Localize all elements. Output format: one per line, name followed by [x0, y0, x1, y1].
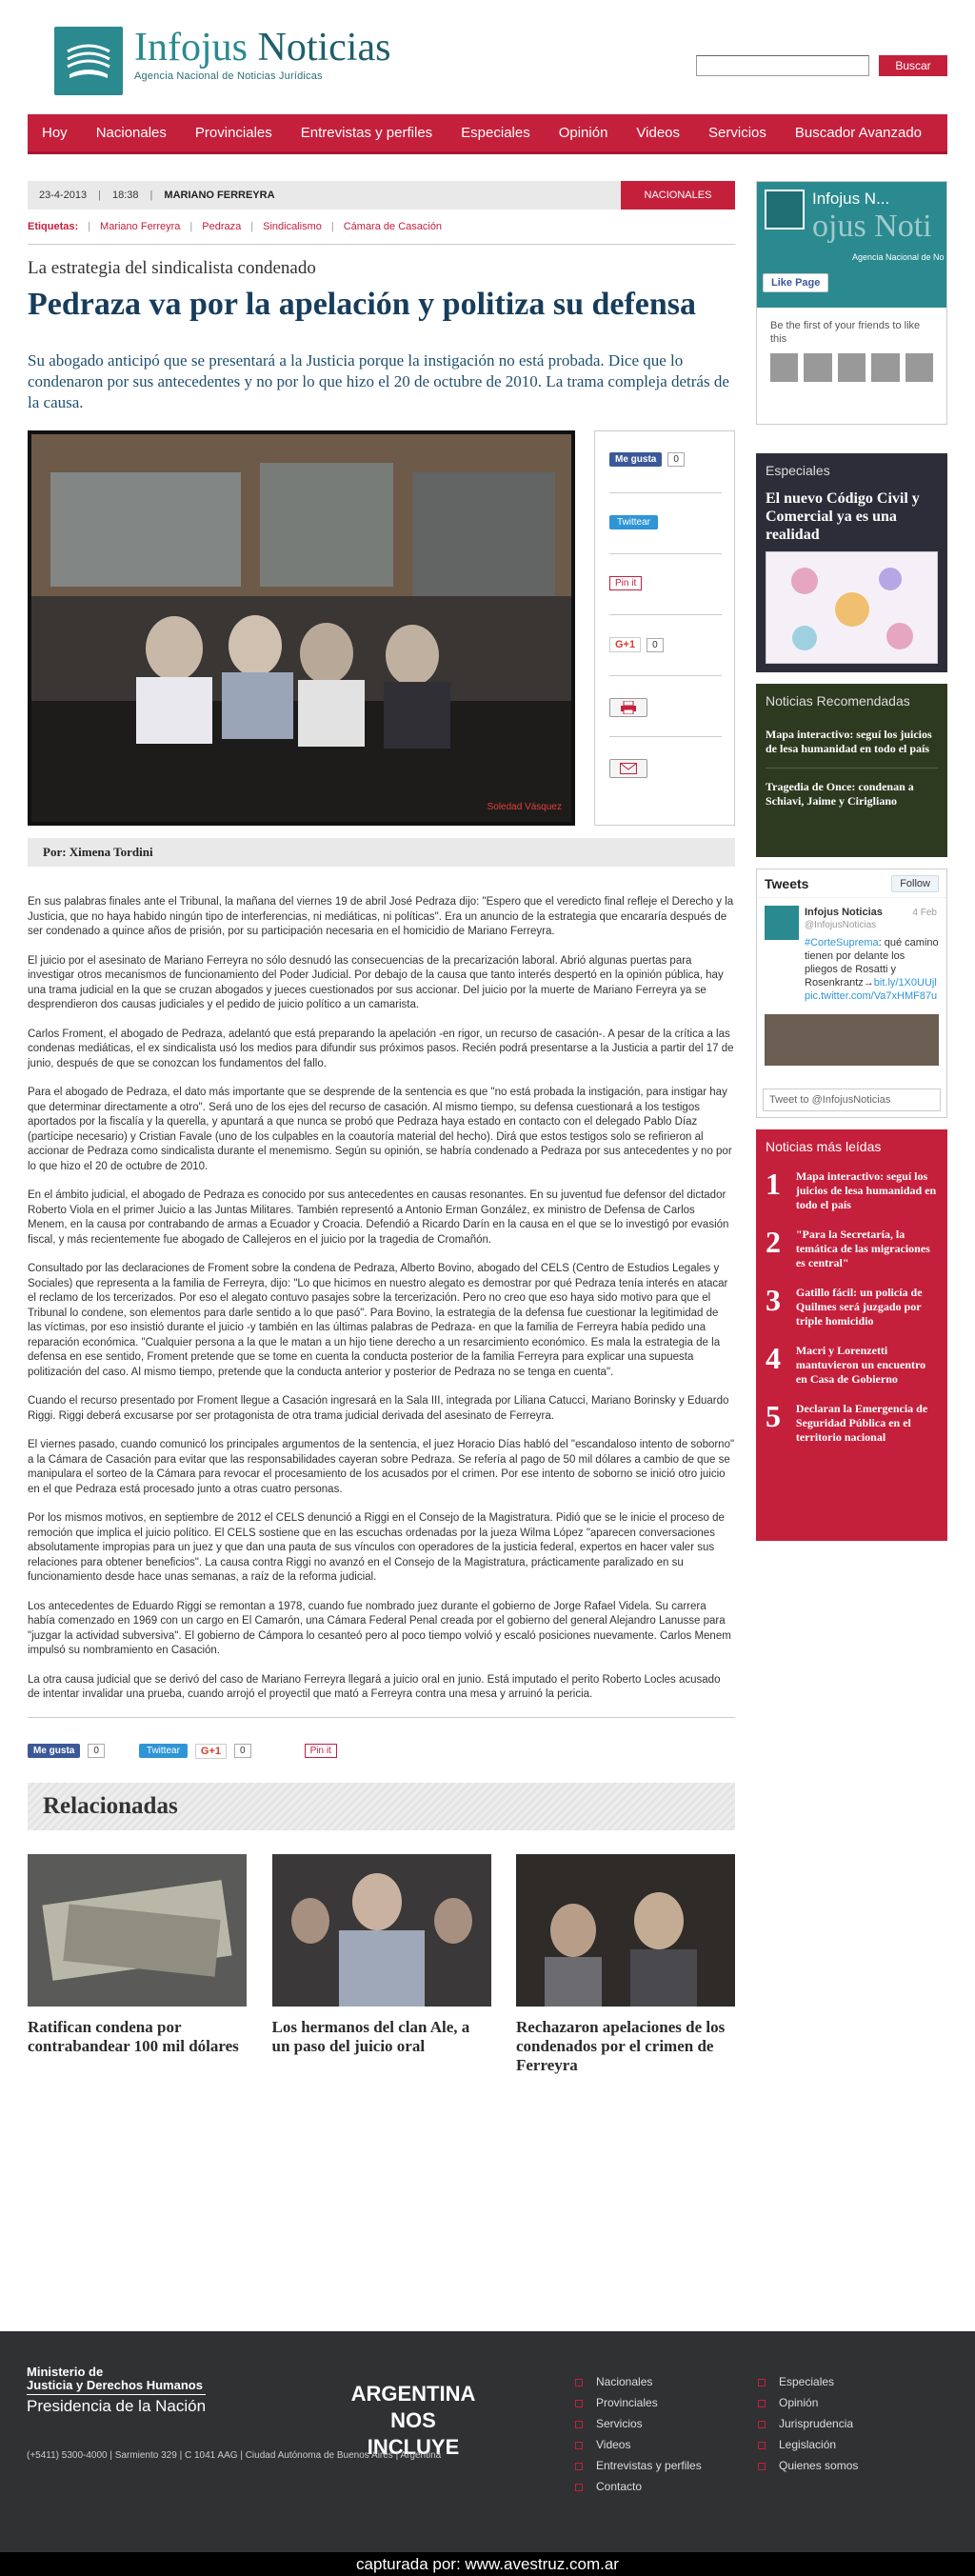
- article-byline: Por: Ximena Tordini: [28, 838, 735, 867]
- book-logo-icon: [54, 27, 123, 95]
- search-input[interactable]: [696, 55, 869, 76]
- footer-link[interactable]: Contacto: [575, 2480, 702, 2493]
- pinterest-button[interactable]: Pin it: [609, 576, 642, 590]
- article-date: 23-4-2013: [39, 190, 88, 201]
- article-paragraph: En el ámbito judicial, el abogado de Pedraza es conocido por sus antecedentes en causas resonantes. En su juventud fue defensor del dictador Roberto Viola en el primer Juicio a las Juntas Militares. También representó a Antonio Erman González, ex ministro de Defensa de Carlos Menem, en la causa por contrabando de armas a Ecuador y Croacia. Defendió a Ricardo Darín en la causa en el que se lo investigó por evasión fiscal, y más recientemente fue abogado de Callejeros en el juicio por la tragedia de Cromañón.: [28, 1189, 729, 1246]
- avatar[interactable]: [770, 353, 798, 382]
- recomendadas-heading: Noticias Recomendadas: [766, 693, 910, 709]
- tweet-link[interactable]: pic.twitter.com/Va7xHMF87u: [805, 990, 938, 1002]
- footer-link[interactable]: Videos: [575, 2438, 702, 2451]
- photo-credit: Soledad Vásquez: [487, 802, 562, 812]
- article-headline: Pedraza va por la apelación y politiza su defensa: [28, 287, 697, 322]
- article-paragraph: Consultado por las declaraciones de Froment sobre la condena de Pedraza, Alberto Bovino, abogado del CELS (Centro de Estudios Legales y Sociales) que representa a la familia de Ferreyra, dijo: "Lo que hicimos en nuestro alegato es demostrar por qué Pedraza tenía interés en atacar el reclamo de los tercerizados. Por eso el alegato contuvo pasajes sobre la tercerización. Pero no creo que eso haya sido motivo para que el Tribunal lo condene, son elementos para darle sentido a lo que pasó". Para Bovino, la estrategia de la defensa fue cuestionar la legitimidad de las víctimas, por eso insistió durante el juicio -y también en las últimas palabras de Pedraza- en que la familia de Ferreyra había pedido una reparación económica. "Cualquier persona a la que le matan a un hijo tiene derecho a un resarcimiento económico. Es mala la estrategia de la defensa en ese sentido, Froment pretende que se tome en cuenta la conducta posterior de la familia Ferreyra para explicar una supuesta politización del caso. Al mismo tiempo, pretende que la conducta anterior y posterior de Pedraza no se tenga en cuenta".: [28, 1263, 728, 1378]
- related-card[interactable]: [516, 1854, 735, 2075]
- capture-banner: capturada por: www.avestruz.com.ar: [0, 2552, 975, 2576]
- avatar[interactable]: [765, 906, 799, 940]
- divider: [609, 492, 722, 493]
- page: [28, 0, 947, 2074]
- facebook-cover-subtext: Agencia Nacional de No: [852, 252, 945, 262]
- mas-leida-title[interactable]: Macri y Lorenzetti mantuvieron un encuentro en Casa de Gobierno: [795, 1344, 926, 1386]
- argentina-slogan: [347, 2381, 480, 2461]
- tag-link[interactable]: Pedraza: [202, 221, 242, 232]
- footer-link[interactable]: Legislación: [758, 2438, 858, 2451]
- mas-leida-title[interactable]: Gatillo fácil: un policía de Quilmes será juzgado por triple homicidio: [795, 1286, 923, 1328]
- article-topic[interactable]: MARIANO FERREYRA: [164, 190, 275, 201]
- facebook-friends-text: Be the first of your friends to like this: [770, 320, 921, 345]
- footer-link[interactable]: Nacionales: [575, 2375, 702, 2388]
- facebook-count: 0: [667, 452, 685, 467]
- facebook-banner[interactable]: [757, 182, 946, 308]
- facebook-share: [609, 452, 685, 467]
- logo-name-a: Infojus: [134, 26, 248, 70]
- ministry-line-2: Justicia y Derechos Humanos: [27, 2378, 203, 2392]
- section-badge[interactable]: NACIONALES: [621, 181, 735, 210]
- logo-name-b: Noticias: [257, 26, 391, 70]
- tag-link[interactable]: Mariano Ferreyra: [100, 221, 181, 232]
- email-share: [609, 759, 647, 778]
- facebook-like-button[interactable]: Me gusta: [28, 1744, 80, 1758]
- related-card[interactable]: [28, 1854, 247, 2075]
- tweets-heading: Tweets: [757, 869, 946, 898]
- site-logo[interactable]: [54, 27, 390, 95]
- slogan-line-1: ARGENTINA: [350, 2382, 476, 2406]
- mas-leida-number: 4: [766, 1341, 781, 1375]
- mas-leida-title[interactable]: "Para la Secretaría, la temática de las migraciones es central": [795, 1228, 930, 1269]
- mas-leida-title[interactable]: Mapa interactivo: seguí los juicios de lesa humanidad en todo el país: [795, 1169, 937, 1211]
- nav-item-opinion[interactable]: Opinión: [558, 125, 608, 141]
- article-lead: Su abogado anticipó que se presentará a la Justicia porque la instigación no está probada. Dice que lo condenaron por sus antecedentes y no por lo que hizo el 20 de octubre de 2010. La trama compleja detrás de la causa.: [28, 351, 729, 411]
- twitter-follow-button[interactable]: Follow: [891, 875, 939, 892]
- google-plus-button[interactable]: G+1: [609, 637, 641, 652]
- divider: [609, 553, 722, 554]
- tag-link[interactable]: Sindicalismo: [263, 221, 322, 232]
- twitter-share-button[interactable]: Twittear: [609, 515, 658, 529]
- presidency-text: Presidencia de la Nación: [27, 2394, 206, 2416]
- recomendadas-widget: [756, 684, 947, 857]
- article-paragraph: El viernes pasado, cuando comunicó los principales argumentos de la sentencia, el juez Horacio Días habló del "escandaloso intento de soborno" a la Cámara de Casación para evitar que las responsabilidades cayeran sobre Pedraza. Se refería al pago de 50 mil dólares a cambio de que se manipulara el sorteo de la Cámara para revocar el procesamiento de los acusados por el crimen. Por ese intento de soborno se inició otro juicio en el que Pedraza está procesado junto a otras cuatro personas.: [28, 1439, 735, 1495]
- mas-leida-item[interactable]: [766, 1169, 938, 1212]
- nav-item-servicios[interactable]: Servicios: [708, 125, 766, 141]
- mas-leidas-heading: Noticias más leídas: [766, 1139, 882, 1154]
- mas-leida-item[interactable]: [766, 1399, 938, 1445]
- courtroom-photo[interactable]: [28, 430, 575, 826]
- article-meta: 23-4-2013 | 18:38 | MARIANO FERREYRA NACIONALES: [28, 181, 735, 210]
- footer-links-col1: [575, 2375, 702, 2501]
- tweet-date: 4 Feb: [912, 908, 937, 918]
- recomendada-item[interactable]: Tragedia de Once: condenan a Schiavi, Jaime y Cirigliano: [766, 780, 914, 808]
- nav-item-videos[interactable]: Videos: [636, 125, 681, 141]
- divider: [28, 244, 735, 245]
- twitter-share: [609, 515, 658, 529]
- footer-link[interactable]: Opinión: [758, 2396, 858, 2409]
- avatar[interactable]: [871, 353, 899, 382]
- tweet-image[interactable]: [765, 1014, 939, 1066]
- mas-leida-number: 5: [766, 1399, 781, 1433]
- ministry-line-1: Ministerio de: [27, 2365, 104, 2379]
- divider: [609, 614, 722, 615]
- facebook-like-page-button[interactable]: Like Page: [763, 273, 828, 292]
- related-card[interactable]: [272, 1854, 491, 2075]
- nav-item-nacionales[interactable]: Nacionales: [95, 125, 167, 141]
- mas-leida-item[interactable]: [766, 1283, 938, 1328]
- related-image-court[interactable]: [516, 1854, 735, 2007]
- email-icon[interactable]: [609, 759, 647, 778]
- google-plus-count: 0: [647, 638, 664, 652]
- avatar[interactable]: [804, 353, 831, 382]
- tweet-text: : qué camino tienen por delante los pliegos de Rosatti y Rosenkrantz→: [805, 937, 939, 988]
- mas-leida-title[interactable]: Declaran la Emergencia de Seguridad Pública en el territorio nacional: [795, 1402, 928, 1444]
- google-plus-button[interactable]: G+1: [195, 1744, 227, 1759]
- divider: [609, 675, 722, 676]
- facebook-avatar: [765, 190, 805, 230]
- mas-leida-number: 2: [766, 1225, 781, 1259]
- article-paragraph: La otra causa judicial que se derivó del caso de Mariano Ferreyra llegará a juicio oral en junio. Está imputado el perito Roberto Locles acusado de intentar invalidar una prueba, cuando arrojó el proyectil que mató a Ferreyra contra una mesa y arruinó la pericia.: [28, 1673, 721, 1700]
- related-image-money[interactable]: [28, 1854, 247, 2007]
- courtroom-illustration: [31, 434, 571, 822]
- pinterest-button[interactable]: Pin it: [305, 1744, 337, 1758]
- mas-leidas-widget: [756, 1129, 947, 1541]
- mas-leida-number: 3: [766, 1283, 781, 1317]
- main-nav: [28, 114, 947, 154]
- article-paragraph: Por los mismos motivos, en septiembre de 2012 el CELS denunció a Riggi en el Consejo de la Magistratura. Pidió que se le inicie el proceso de remoción que implica el juicio político. El CELS sostiene que en las escuchas ordenadas por la jueza Wilma López "aparecen conversaciones absolutamente impropias para un juez y que dan una pauta de sus vínculos con operadores de la justicia federal, expertos en hacer valer sus relaciones para obtener beneficios". La causa contra Riggi no avanzó en el Consejo de la Magistratura, prácticamente paralizado en su funcionamiento desde hace unas semanas, a raíz de la reforma judicial.: [28, 1512, 725, 1583]
- divider: [28, 1717, 735, 1718]
- ministry-logo[interactable]: [27, 2366, 206, 2416]
- search-button[interactable]: Buscar: [879, 55, 947, 76]
- related-heading: Relacionadas: [28, 1783, 735, 1830]
- tweet-handle[interactable]: @InfojusNoticias: [805, 920, 877, 930]
- print-icon[interactable]: [609, 698, 647, 717]
- logo-subtitle: Agencia Nacional de Noticias Jurídicas: [134, 70, 323, 82]
- tweet-link[interactable]: bit.ly/1X0UUjl: [873, 977, 937, 988]
- facebook-cover-text: ojus Noti: [812, 209, 932, 244]
- article-kicker: La estrategia del sindicalista condenado: [28, 258, 316, 278]
- tags-label: Etiquetas:: [28, 221, 79, 232]
- avatar[interactable]: [838, 353, 866, 382]
- mas-leida-item[interactable]: [766, 1341, 938, 1387]
- tweet-hashtag[interactable]: #CorteSuprema: [805, 937, 879, 949]
- sidebar: [756, 181, 947, 1541]
- twitter-widget: [756, 869, 947, 1118]
- footer-address: (+5411) 5300-4000 | Sarmiento 329 | C 1041 AAG | Ciudad Autónoma de Buenos Aires | Argentina: [27, 2450, 442, 2461]
- footer-link[interactable]: Provinciales: [575, 2396, 702, 2409]
- twitter-share-button[interactable]: Twittear: [139, 1744, 188, 1758]
- related-title[interactable]: Los hermanos del clan Ale, a un paso del juicio oral: [271, 2017, 470, 2055]
- footer-link[interactable]: Entrevistas y perfiles: [575, 2459, 702, 2472]
- footer-links-col2: [758, 2375, 858, 2480]
- google-plus-count: 0: [234, 1744, 251, 1758]
- especiales-title[interactable]: El nuevo Código Civil y Comercial ya es una realidad: [766, 490, 920, 543]
- print-share: [609, 698, 647, 717]
- share-column: [594, 430, 735, 826]
- slogan-line-2: NOS INCLUYE: [367, 2408, 460, 2459]
- facebook-like-button[interactable]: Me gusta: [609, 452, 662, 467]
- nav-item-entrevistas[interactable]: Entrevistas y perfiles: [300, 125, 433, 141]
- search-form: [696, 55, 947, 76]
- media-block: [28, 430, 735, 830]
- tweet-to-input[interactable]: Tweet to @InfojusNoticias: [763, 1088, 941, 1111]
- google-plus-share: [609, 637, 664, 652]
- site-footer: [0, 2331, 975, 2576]
- nav-item-hoy[interactable]: Hoy: [42, 125, 68, 141]
- article-paragraph: El juicio por el asesinato de Mariano Ferreyra no sólo desnudó las consecuencias de la precarización laboral. Abrió algunas puertas para investigar otros mecanismos de funcionamiento del Poder Judicial. Por debajo de la causa que tanto interés despertó en la opinión pública, hay una trama judicial en la que se cruzan abogados y jueces cuestionados por sus accionar. Del juicio por la muerte de Mariano Ferreyra ya se desprendieron dos causas judiciales y el pedido de juicio político a un camarista.: [28, 954, 724, 1010]
- nav-item-provinciales[interactable]: Provinciales: [194, 125, 272, 141]
- footer-link[interactable]: Quienes somos: [758, 2459, 858, 2472]
- tweet-user[interactable]: Infojus Noticias: [805, 907, 883, 918]
- especiales-heading: Especiales: [766, 463, 830, 478]
- article-body: [28, 895, 735, 1703]
- article-paragraph: Los antecedentes de Eduardo Riggi se remontan a 1978, cuando fue nombrado juez durante el gobierno de Jorge Rafael Videla. Su carrera había comenzado en 1969 con un cargo en El Camarón, una Cámara Federal Penal creada por el gobierno del general Alejandro Lanusse para "juzgar la actividad subversiva". El gobierno de Cámpora lo cesanteó pero al poco tiempo volvió y escaló posiciones nuevamente. Carlos Menem impulsó su nombramiento en Casación.: [28, 1600, 731, 1656]
- article-column: [28, 181, 735, 2075]
- related-image-people[interactable]: [272, 1854, 491, 2007]
- facebook-page-name[interactable]: Infojus N...: [812, 190, 890, 208]
- tags-bar: Etiquetas: | Mariano Ferreyra | Pedraza | Sindicalismo | Cámara de Casación: [28, 221, 443, 232]
- related-title[interactable]: Rechazaron apelaciones de los condenados por el crimen de Ferreyra: [516, 2017, 726, 2074]
- bottom-share-bar: [28, 1741, 735, 1762]
- divider: [609, 736, 722, 737]
- tag-link[interactable]: Cámara de Casación: [343, 221, 443, 232]
- nav-item-buscador[interactable]: Buscador Avanzado: [794, 125, 923, 141]
- article-paragraph: Cuando el recurso presentado por Froment llegue a Casación ingresará en la Sala III, integrada por Liliana Catucci, Mariano Borinsky y Eduardo Riggi. Riggi deberá excusarse por ser protagonista de otra trama judicial derivada del asesinato de Ferreyra.: [28, 1395, 729, 1422]
- article-paragraph: Carlos Froment, el abogado de Pedraza, adelantó que está preparando la apelación -en rigor, un recurso de casación-. A pesar de la crítica a las condenas mediáticas, el ex sindicalista usó los medios para difundir sus próximos pasos. Recién podrá presentarse a la Justicia a partir del 17 de junio, después de que se conozcan los fundamentos del fallo.: [28, 1028, 734, 1069]
- facebook-widget: [756, 181, 947, 425]
- recomendada-item[interactable]: Mapa interactivo: seguí los juicios de lesa humanidad en todo el país: [766, 716, 938, 769]
- related-grid: [28, 1854, 735, 2075]
- related-title[interactable]: Ratifican condena por contrabandear 100 mil dólares: [28, 2017, 239, 2055]
- especiales-widget: [756, 453, 947, 672]
- pinterest-share: [609, 576, 642, 590]
- article-time: 18:38: [112, 190, 139, 201]
- mas-leida-item[interactable]: [766, 1225, 938, 1270]
- especiales-image[interactable]: [766, 551, 938, 664]
- nav-item-especiales[interactable]: Especiales: [461, 125, 530, 141]
- facebook-faces: [757, 346, 946, 389]
- article-paragraph: Para el abogado de Pedraza, el dato más importante que se desprende de la sentencia es que "no está probada la instigación, para instigar hay que determinar directamente a otro". Será uno de los ejes del recurso de casación. Al mismo tiempo, su defensa cuestionará a los testigos aportados por la fiscalía y la querella, y apuntará a que nunca se probó que Pedraza haya estado en contacto con el delegado Pablo Díaz (partícipe necesario) y Cristian Favale (uno de los culpables en la coautoría material del hecho). Dirá que estos testigos solo se refirieron al accionar de Pedraza como sindicalista durante el menemismo. Según su opinión, se habría condenado a Pedraza por sus antecedentes y no por lo que hizo el 20 de octubre de 2010.: [28, 1087, 732, 1172]
- footer-link[interactable]: Jurisprudencia: [758, 2417, 858, 2430]
- avatar[interactable]: [905, 353, 933, 382]
- facebook-count: 0: [88, 1744, 105, 1758]
- site-header: [28, 0, 947, 114]
- footer-link[interactable]: Servicios: [575, 2417, 702, 2430]
- footer-link[interactable]: Especiales: [758, 2375, 858, 2388]
- mas-leida-number: 1: [766, 1167, 781, 1201]
- article-paragraph: En sus palabras finales ante el Tribunal, la mañana del viernes 19 de abril José Pedraza dijo: "Espero que el veredicto final refleje el Derecho y la Justicia, que no haya habido ningún tipo de interferencias, ni mediáticas, ni políticas". Era un anuncio de la estrategia que encararía después de ser condenado a quince años de prisión, por su participación necesaria en el homicidio de Mariano Ferreyra.: [28, 896, 734, 937]
